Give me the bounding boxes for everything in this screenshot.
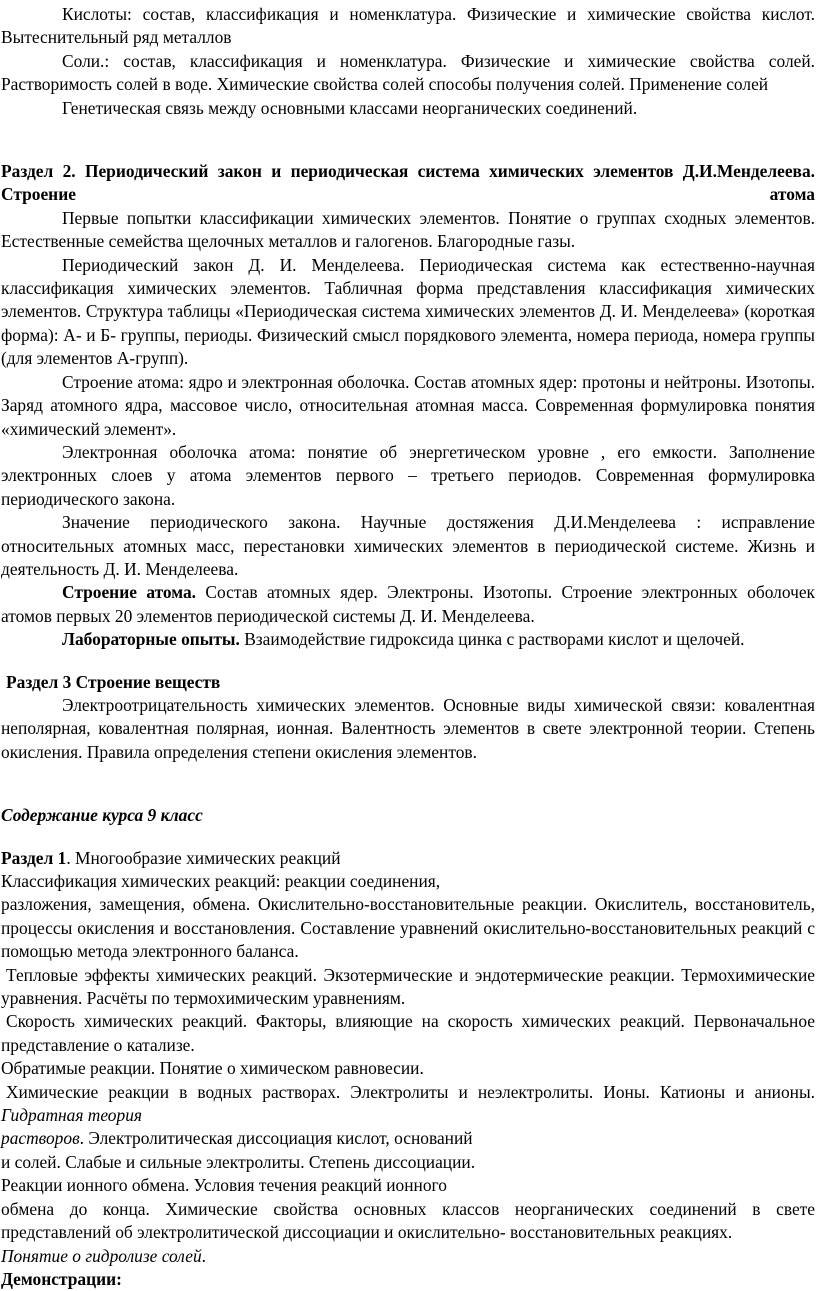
paragraph-redox: разложения, замещения, обмена. Окислительно-восстановительные реакции. Окислитель, восстановитель, процессы окисления и восстановления. Составление уравнений окислительно-восстановительных реакций с помощью метода электронного баланса.: [1, 894, 815, 962]
paragraph-law-significance: Значение периодического закона. Научные достяжения Д.И.Менделеева : исправление относительных атомных масс, перестановки химических элементов в периодической системе. Жизнь и деятельность Д. И. Менделеева.: [1, 512, 815, 579]
paragraph-aqueous-reactions: Химические реакции в водных растворах. Электролиты и неэлектролиты. Ионы. Катионы и анионы. Гидратная теория: [1, 1081, 815, 1126]
paragraph-atom-structure: Строение атома: ядро и электронная оболочка. Состав атомных ядер: протоны и нейтроны. Изотопы. Заряд атомного ядра, массовое число, относительная атомная масса. Современная формулировка понятия «химический элемент».: [1, 371, 815, 439]
course-heading: Содержание курса 9 класс: [1, 805, 203, 826]
spacer: [1, 828, 815, 847]
line-equilibrium: Обратимые реакции. Понятие о химическом равновесии.: [1, 1058, 424, 1079]
paragraph-inorganic-properties: обмена до конца. Химические свойства основных классов неорганических соединений в свете представлений об электролитической диссоциации и окислительно- восстановительных реакциях.: [1, 1198, 815, 1243]
topic-label: Строение атома.: [62, 582, 197, 603]
paragraph-lab-experiments: Лабораторные опыты. Взаимодействие гидроксида цинка с растворами кислот и щелочей.: [62, 629, 745, 650]
line-dissociation: растворов. Электролитическая диссоциация кислот, оснований: [1, 1128, 473, 1149]
demonstrations-heading: Демонстрации:: [1, 1268, 122, 1289]
paragraph-reaction-rate: Скорость химических реакций. Факторы, влияющие на скорость химических реакций. Первоначальное представление о катализе.: [1, 1011, 815, 1055]
paragraph-electronegativity: Электроотрицательность химических элементов. Основные виды химической связи: ковалентная неполярная, ковалентная полярная, ионная. Валентность элементов в свете электронной теории. Степень окисления. Правила определения степени окисления элементов.: [1, 694, 815, 762]
spacer: [1, 120, 815, 160]
paragraph-acids: Кислоты: состав, классификация и номенклатура. Физические и химические свойства кислот. Вытеснительный ряд металлов: [1, 4, 815, 48]
line-hydrolysis: Понятие о гидролизе солей.: [1, 1245, 207, 1266]
paragraph-salts: Соли.: состав, классификация и номенклатура. Физические и химические свойства солей. Растворимость солей в воде. Химические свойства солей способы получения солей. Применение солей: [1, 50, 815, 95]
section-3-heading: Раздел 3 Строение веществ: [6, 671, 221, 692]
line-ion-exchange: Реакции ионного обмена. Условия течения реакций ионного: [1, 1175, 447, 1196]
line-classification: Классификация химических реакций: реакции соединения,: [1, 871, 441, 891]
document-body: [1, 3, 815, 1291]
lab-label: Лабораторные опыты.: [62, 629, 240, 650]
paragraph-periodic-law: Периодический закон Д. И. Менделеева. Периодическая система как естественно-научная классификация химических элементов. Табличная форма представления классификация химических элементов. Структура таблицы «Периодическая система химических элементов Д. И. Менделеева» (короткая форма): А- и Б- группы, периоды. Физический смысл порядкового элемента, номера периода, номера группы (для элементов А-групп).: [1, 254, 815, 369]
line-electrolytes: и солей. Слабые и сильные электролиты. Степень диссоциации.: [1, 1151, 476, 1172]
paragraph-thermal-effects: Тепловые эффекты химических реакций. Экзотермические и эндотермические реакции. Термохимические уравнения. Расчёты по термохимическим уравнениям.: [1, 964, 815, 1009]
section-1-heading: Раздел 1. Многообразие химических реакций: [1, 847, 341, 868]
spacer: [1, 764, 815, 804]
paragraph-electron-shell: Электронная оболочка атома: понятие об энергетическом уровне , его емкости. Заполнение электронных слоев у атома элементов первого – третьего периодов. Современная формулировка периодического закона.: [1, 441, 815, 509]
paragraph-genetic-link: Генетическая связь между основными классами неорганических соединений.: [62, 97, 638, 118]
paragraph-atom-structure-topic: Строение атома. Состав атомных ядер. Электроны. Изотопы. Строение электронных оболочек атомов первых 20 элементов периодической системы Д. И. Менделеева.: [1, 582, 816, 626]
spacer: [1, 652, 815, 671]
paragraph-classification-attempts: Первые попытки классификации химических элементов. Понятие о группах сходных элементов. Естественные семейства щелочных металлов и галогенов. Благородные газы.: [1, 207, 815, 252]
section-2-heading: Раздел 2. Периодический закон и периодическая система химических элементов Д.И.Менделеева. Строение атома: [1, 161, 815, 205]
